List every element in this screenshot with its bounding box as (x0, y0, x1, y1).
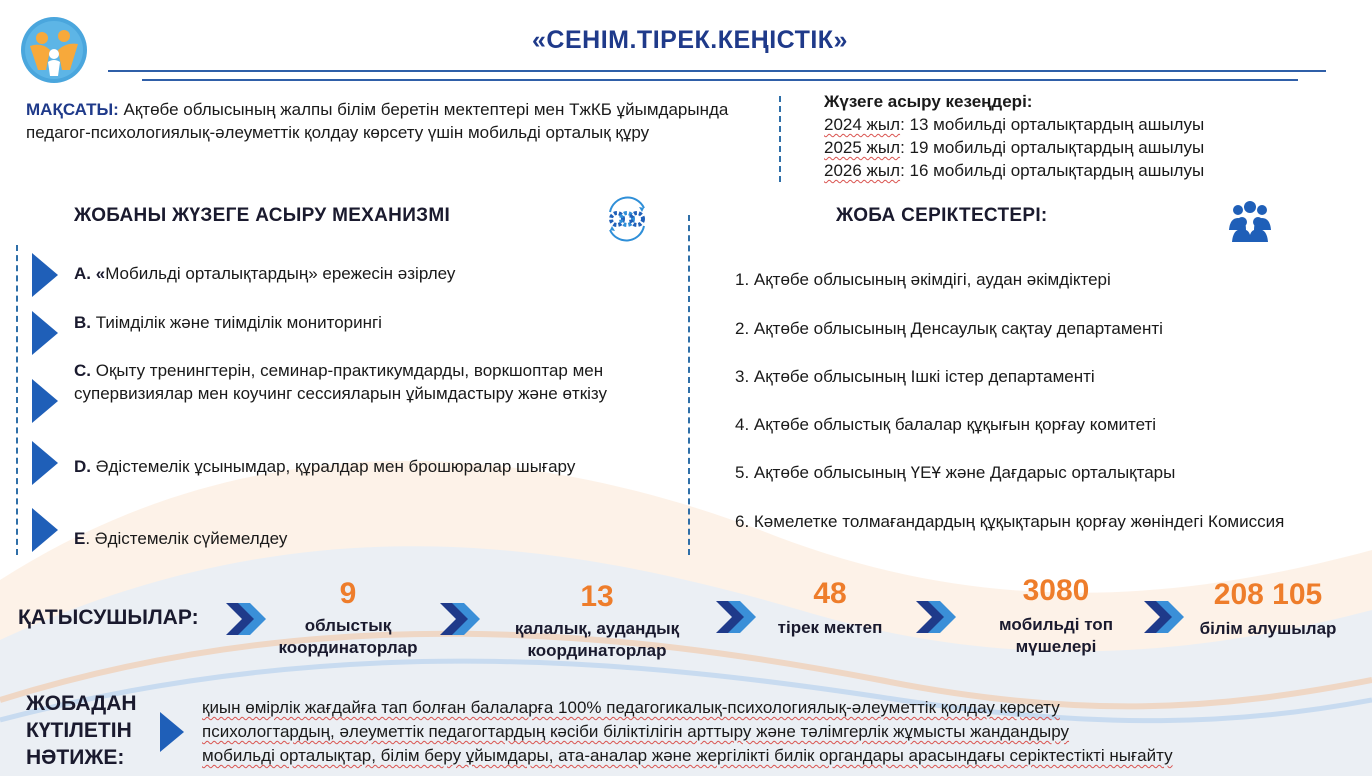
results-text (202, 696, 1362, 768)
page-title: «СЕНІМ.ТІРЕК.КЕҢІСТІК» (532, 26, 848, 54)
stat-mobile-team-members: 3080 мобильді топ мүшелері (999, 574, 1113, 656)
title-divider-bottom (142, 79, 1298, 81)
bullet-arrow-icon (32, 379, 58, 423)
stat-support-schools: 48 тірек мектеп (777, 577, 883, 637)
stage-item: 2026 жыл: 16 мобильді орталықтардың ашылуы (824, 161, 1205, 180)
participants-label: ҚАТЫСУШЫЛАР: (18, 606, 199, 629)
bullet-arrow-icon (32, 253, 58, 297)
bullet-arrow-icon (32, 508, 58, 552)
mechanism-item-e: Е. Әдістемелік сүйемелдеу (74, 529, 288, 548)
partner-item: 2. Ақтөбе облысының Денсаулық сақтау департаменті (735, 319, 1163, 338)
goal-text: Ақтөбе облысының жалпы білім беретін мектептері мен ТжКБ ұйымдарында педагог-психологиялық-әлеуметтік қолдау көрсету үшін мобильді орталық құру (26, 100, 729, 142)
partner-item: 4. Ақтөбе облыстық балалар құқығын қорғау комитеті (735, 415, 1157, 434)
bullet-arrow-icon (32, 311, 58, 355)
mechanism-title: ЖОБАНЫ ЖҮЗЕГЕ АСЫРУ МЕХАНИЗМІ (74, 205, 451, 226)
result-line: қиын өмірлік жағдайға тап болған балаларға 100% педагогикалық-психологиялық-әлеуметтік қолдау көрсету (202, 698, 1060, 717)
chevron-right-icon (1142, 599, 1186, 635)
divider-dashed-left (16, 245, 18, 555)
result-line: психологтардың, әлеуметтік педагогтардың кәсіби біліктілігін арттыру және тәлімгерлік жұмысты жандандыру (202, 722, 1070, 741)
partner-item: 3. Ақтөбе облысының Ішкі істер департаменті (735, 367, 1095, 386)
bullet-arrow-icon (160, 712, 184, 752)
bullet-arrow-icon (32, 441, 58, 485)
goal-block (26, 98, 746, 144)
mechanism-item-b: В. Тиімділік және тиімділік мониторингі (74, 313, 382, 332)
stages-block (824, 90, 1344, 182)
divider-dashed-middle (688, 215, 690, 555)
partner-item: 6. Кәмелетке толмағандардың құқықтарын қорғау жөніндегі Комиссия (735, 512, 1285, 531)
mechanism-item-d: D. Әдістемелік ұсынымдар, құралдар мен брошюралар шығару (74, 457, 576, 476)
goal-label: МАҚСАТЫ: (26, 100, 119, 119)
partner-item: 5. Ақтөбе облысының ҮЕҰ және Дағдарыс орталықтары (735, 463, 1176, 482)
stat-students: 208 105 білім алушылар (1199, 578, 1337, 638)
stat-regional-coordinators: 9 облыстық координаторлар (278, 577, 418, 657)
stage-item: 2025 жыл: 19 мобильді орталықтардың ашылуы (824, 138, 1205, 157)
mechanism-item-c: С. Оқыту тренингтерін, семинар-практикумдарды, воркшоптар мен супервизиялар мен коучинг сессияларын ұйымдастыру және өткізу (74, 361, 608, 403)
chevron-right-icon (914, 599, 958, 635)
stage-item: 2024 жыл: 13 мобильді орталықтардың ашылуы (824, 115, 1205, 134)
mechanism-item-a: А. «Мобильді орталықтардың» ережесін әзірлеу (74, 264, 456, 283)
title-divider-top (108, 70, 1326, 72)
stat-city-coordinators: 13 қалалық, аудандық координаторлар (514, 580, 680, 660)
partner-item: 1. Ақтөбе облысының әкімдігі, аудан әкімдіктері (735, 270, 1111, 289)
gears-icon (600, 192, 654, 246)
family-logo-icon (20, 16, 88, 84)
result-line: мобильді орталықтар, білім беру ұйымдары, ата-аналар және жергілікті билік органдары арасындағы серіктестікті нығайту (202, 746, 1173, 765)
partners-title: ЖОБА СЕРІКТЕСТЕРІ: (836, 205, 1048, 226)
results-label: ЖОБАДАН КҮТІЛЕТІН НӘТИЖЕ: (26, 692, 137, 769)
divider-dashed-top (779, 96, 781, 182)
chevron-right-icon (438, 601, 482, 637)
stages-heading: Жүзеге асыру кезеңдері: (824, 92, 1033, 111)
chevron-right-icon (714, 599, 758, 635)
people-group-icon (1226, 198, 1274, 242)
